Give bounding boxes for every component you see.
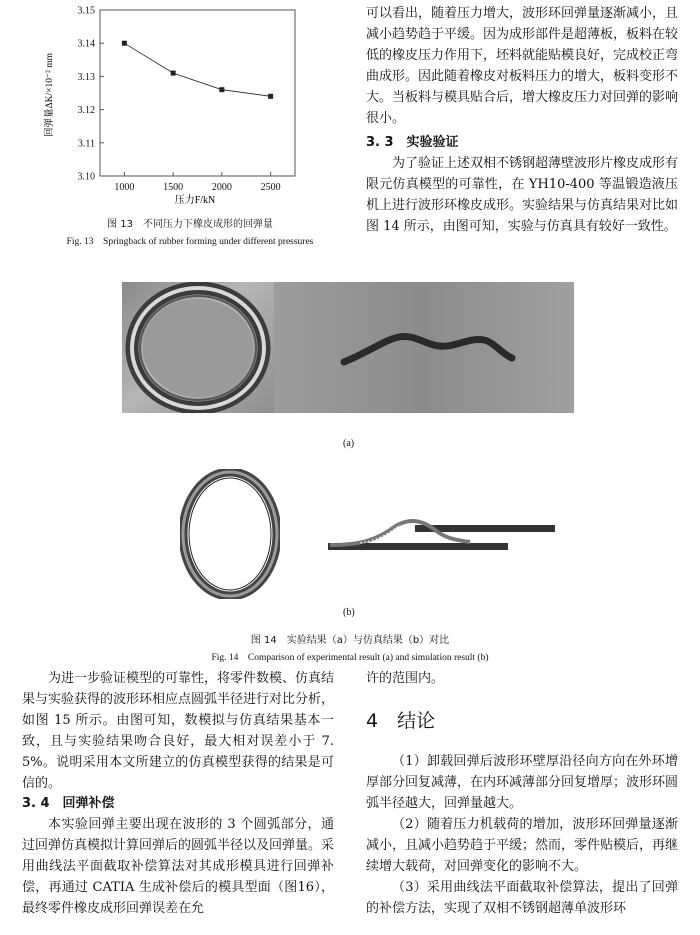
figure-14b-simulation-section bbox=[320, 510, 560, 560]
figure-14-caption-en: Fig. 14 Comparison of experimental result (a) and simulation result (b) bbox=[211, 653, 489, 663]
figure-14a-label: (a) bbox=[343, 438, 355, 449]
right-paragraph-1: 可以看出，随着压力增大，波形环回弹量逐渐减小，且减小趋势趋于平缓。因为成形部件是超薄板，板料在较低的橡皮压力作用下，坯料就能贴模良好，完成校正弯曲成形。因此随着橡皮对板料压力的增大，板料变形不大。当板料与模具贴合后，增大橡皮压力对回弹的影响很小。 bbox=[366, 6, 679, 126]
conclusion-item-1: （1）卸载回弹后波形环壁厚沿径向方向在外环增厚部分回复减薄，在内环减薄部分回复增厚；波形环圆弧半径越大，回弹量越大。 bbox=[366, 754, 679, 811]
right-paragraph-continued: 许的范围内。 bbox=[366, 671, 445, 686]
chart-svg bbox=[40, 0, 330, 215]
figure-13-caption-cn: 图 13 不同压力下橡皮成形的回弹量 bbox=[107, 219, 273, 230]
figure-14-caption-cn: 图 14 实验结果（a）与仿真结果（b）对比 bbox=[250, 635, 450, 646]
figure-14b-simulation-ring bbox=[180, 469, 280, 599]
series-line bbox=[124, 43, 270, 96]
conclusion-item-2: （2）随着压力机载荷的增加，波形环回弹量逐渐减小，且减小趋势趋于平缓；然而，零件贴模后，再继续增大载荷，对回弹变化的影响不大。 bbox=[366, 817, 679, 874]
y-tick-label: 3.15 bbox=[77, 5, 95, 17]
x-tick-label: 2500 bbox=[260, 182, 281, 193]
x-axis-label: 压力F/kN bbox=[174, 195, 216, 206]
x-tick-label: 1000 bbox=[114, 182, 135, 193]
figure-14a-photo-ring bbox=[122, 282, 274, 413]
plot-frame bbox=[100, 10, 295, 176]
y-axis-label: 回弹量ΔK/×10⁻² mm bbox=[45, 53, 55, 137]
x-tick-label: 1500 bbox=[163, 182, 184, 193]
y-tick-label: 3.10 bbox=[77, 171, 95, 183]
simulation-ring-graphic bbox=[180, 469, 280, 599]
data-point bbox=[268, 94, 273, 99]
conclusion-item-3: （3）采用曲线法平面截取补偿算法，提出了回弹的补偿方法，实现了双相不锈钢超薄单波形环 bbox=[366, 880, 678, 916]
x-tick-label: 2000 bbox=[211, 182, 232, 193]
left-paragraph-1: 为进一步验证模型的可靠性，将零件数模、仿真结果与实验获得的波形环相应点圆弧半径进行对比分析，如图 15 所示。由图可知，数模拟与仿真结果基本一致，且与实验结果吻合良好，最大相对误差小于 7. 5%。说明采用本文所建立的仿真模型获得的结果是可信的。 bbox=[22, 671, 335, 791]
figure-13-caption-en: Fig. 13 Springback of rubber forming under different pressures bbox=[66, 237, 314, 247]
section-4-heading: 4 结论 bbox=[366, 710, 436, 732]
y-tick-label: 3.13 bbox=[77, 71, 95, 83]
data-point bbox=[219, 87, 224, 92]
figure-13-chart bbox=[40, 0, 330, 215]
data-point bbox=[171, 71, 176, 76]
section-3-3-heading: 3. 3 实验验证 bbox=[366, 135, 459, 150]
y-tick-label: 3.14 bbox=[77, 38, 95, 50]
data-point bbox=[122, 41, 127, 46]
section-3-4-heading: 3. 4 回弹补偿 bbox=[22, 796, 115, 811]
section-photo-graphic bbox=[274, 282, 574, 413]
figure-14b-label: (b) bbox=[343, 607, 355, 618]
right-paragraph-2: 为了验证上述双相不锈钢超薄壁波形片橡皮成形有限元仿真模型的可靠性，在 YH10-400 等温锻造液压机上进行波形环橡皮成形。实验结果与仿真结果对比如图 14 所示，由图可知，实验与仿真具有较好一致性。 bbox=[366, 156, 679, 234]
ring-photo-graphic bbox=[122, 282, 274, 413]
figure-14a-photo-section bbox=[274, 282, 574, 413]
left-paragraph-2: 本实验回弹主要出现在波形的 3 个圆弧部分，通过回弹仿真模拟计算回弹后的圆弧半径以及回弹量。采用曲线法平面截取补偿算法对其成形模具进行回弹补偿，再通过 CATIA 生成补偿后的模具型面（图16），最终零件橡皮成形回弹误差在允 bbox=[22, 817, 335, 916]
y-tick-label: 3.11 bbox=[77, 138, 95, 150]
simulation-section-graphic bbox=[320, 510, 560, 560]
y-tick-label: 3.12 bbox=[77, 105, 95, 117]
